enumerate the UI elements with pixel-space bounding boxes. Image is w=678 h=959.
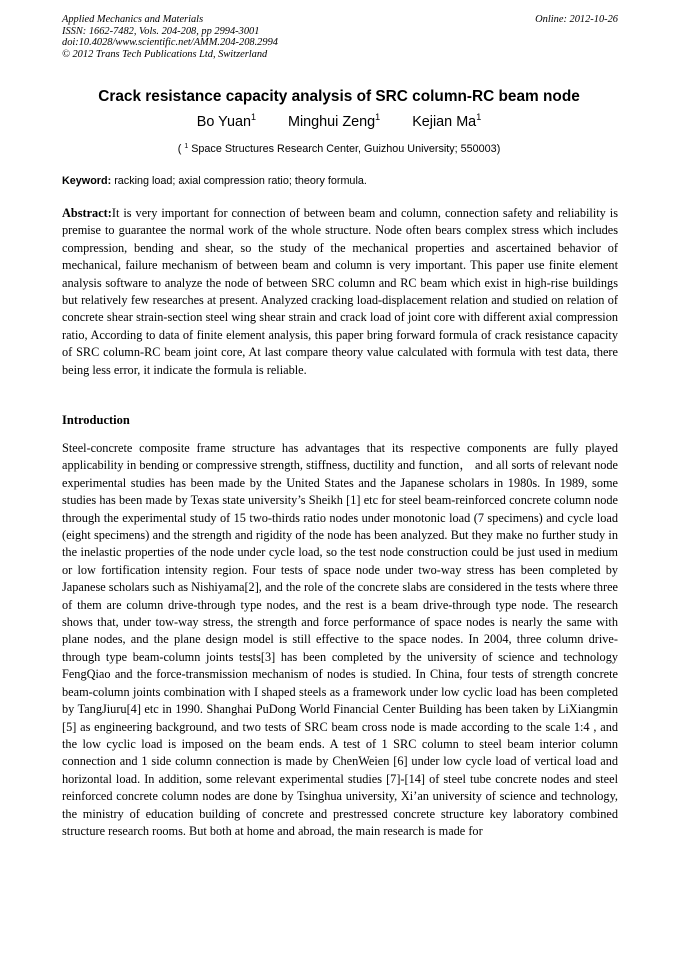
author [197, 114, 256, 130]
affiliation-open-paren: ( [177, 143, 185, 155]
affiliation-marker: 1 [184, 143, 189, 150]
online-date: Online: 2012-10-26 [535, 14, 618, 25]
journal-name: Applied Mechanics and Materials [62, 14, 204, 25]
abstract-text: It is very important for connection of between beam and column, connection safety and reliability is premise to guarantee the normal work of the whole structure. Node often bears complex stress which includes compression, bending and shear, so the study of the mechanical properties and ascertained behavior of mechanical, failure mechanism of between beam and column is very important. This paper use finite element analysis software to analyze the node of between SRC column and RC beam which exist in high-rise buildings but relatively few researches at present. Analyzed cracking load-displacement relation and studied on relation of concrete shear strain-section steel wing shear strain and crack load of joint core with different axial compression ratio, According to data of finite element analysis, this paper bring forward formula of crack resistance capacity of SRC column-RC beam joint core, At last compare theory value calculated with formula with test data, there being less error, it indicate the formula is reliable. [62, 206, 618, 377]
affiliation [0, 143, 678, 155]
keywords-text: racking load; axial compression ratio; theory formula. [111, 175, 367, 187]
affiliation-text: Space Structures Research Center, Guizhou University; 550003) [188, 143, 501, 155]
introduction-body: Steel-concrete composite frame structure has advantages that its respective components are fully played applicability in bending or compressive strength, stiffness, ductility and function， and all sorts of relevant node experimental studies has been made by the United States and the Japanese scholars in 1980s. In 1989, some studies has been made by Texas state university’s Sheikh [1] etc for steel beam-reinforced concrete column node through the experimental study of 15 two-thirds ratio nodes under monotonic load (7 specimens) and cycle load (eight specimens) and the strength and rigidity of the node has been analyzed. But they make no further study in the inelastic properties of the node under cycle load, so the test node construction could be just used in medium or low fortification intensity region. Four tests of space node under two-way stress has been completed by Japanese scholars such as Nishiyama[2], and the role of the concrete slabs are considered in the tests where three of them are column drive-through type nodes, and the rest is a beam drive-through type node. The research shows that, under tow-way stress, the strength and force performance of space nodes is nearly the same with plane nodes, and the plane design model is still effective to the space nodes. In 2004, three column drive-through type beam-column joints tests[3] has been completed by the university of science and technology FengQiao and the force-transmission mechanism of nodes is studied. In China, four tests of strength concrete beam-column joints combination with I shaped steels as a framework under low cyclic load has been completed by TangJiuru[4] etc in 1990. Shanghai PuDong World Financial Center Building has been taken by LiXiangmin [5] as engineering background, and two tests of SRC beam cross node is made according to the scale 1:4 , and the low cyclic load is imposed on the beam ends. A test of 1 SRC column to steel beam interior column connection and 1 side column connection is made by ChenWeien [6] under low cycle load of vertical load and horizontal load. In addition, some relevant experimental studies [7]-[14] of steel tube concrete nodes and steel reinforced concrete column nodes are done by Tsinghua university, Xi’an university of science and technology, the ministry of education building of concrete and prestressed concrete structure key laboratory combined structure research rooms. But both at home and abroad, the main research is made for [62, 441, 618, 838]
author-list [0, 114, 678, 130]
abstract-label: Abstract: [62, 206, 112, 220]
journal-header [62, 14, 618, 60]
author-name: Bo Yuan [196, 114, 251, 130]
author-name: Kejian Ma [412, 114, 477, 130]
author-name: Minghui Zeng [287, 114, 376, 130]
section-heading-introduction: Introduction [62, 413, 130, 427]
affiliation-marker: 1 [375, 112, 381, 122]
affiliation-marker: 1 [476, 112, 482, 122]
copyright-line: © 2012 Trans Tech Publications Ltd, Switzerland [62, 48, 268, 60]
doi-line: doi:10.4028/www.scientific.net/AMM.204-208.2994 [62, 37, 278, 49]
author [288, 114, 380, 130]
abstract [62, 205, 618, 379]
affiliation-marker: 1 [250, 112, 256, 122]
keywords [62, 175, 618, 187]
keywords-label: Keyword: [62, 175, 112, 187]
issn-line: ISSN: 1662-7482, Vols. 204-208, pp 2994-3001 [62, 25, 260, 37]
author [412, 114, 481, 130]
paper-title: Crack resistance capacity analysis of SRC column-RC beam node [98, 88, 580, 105]
